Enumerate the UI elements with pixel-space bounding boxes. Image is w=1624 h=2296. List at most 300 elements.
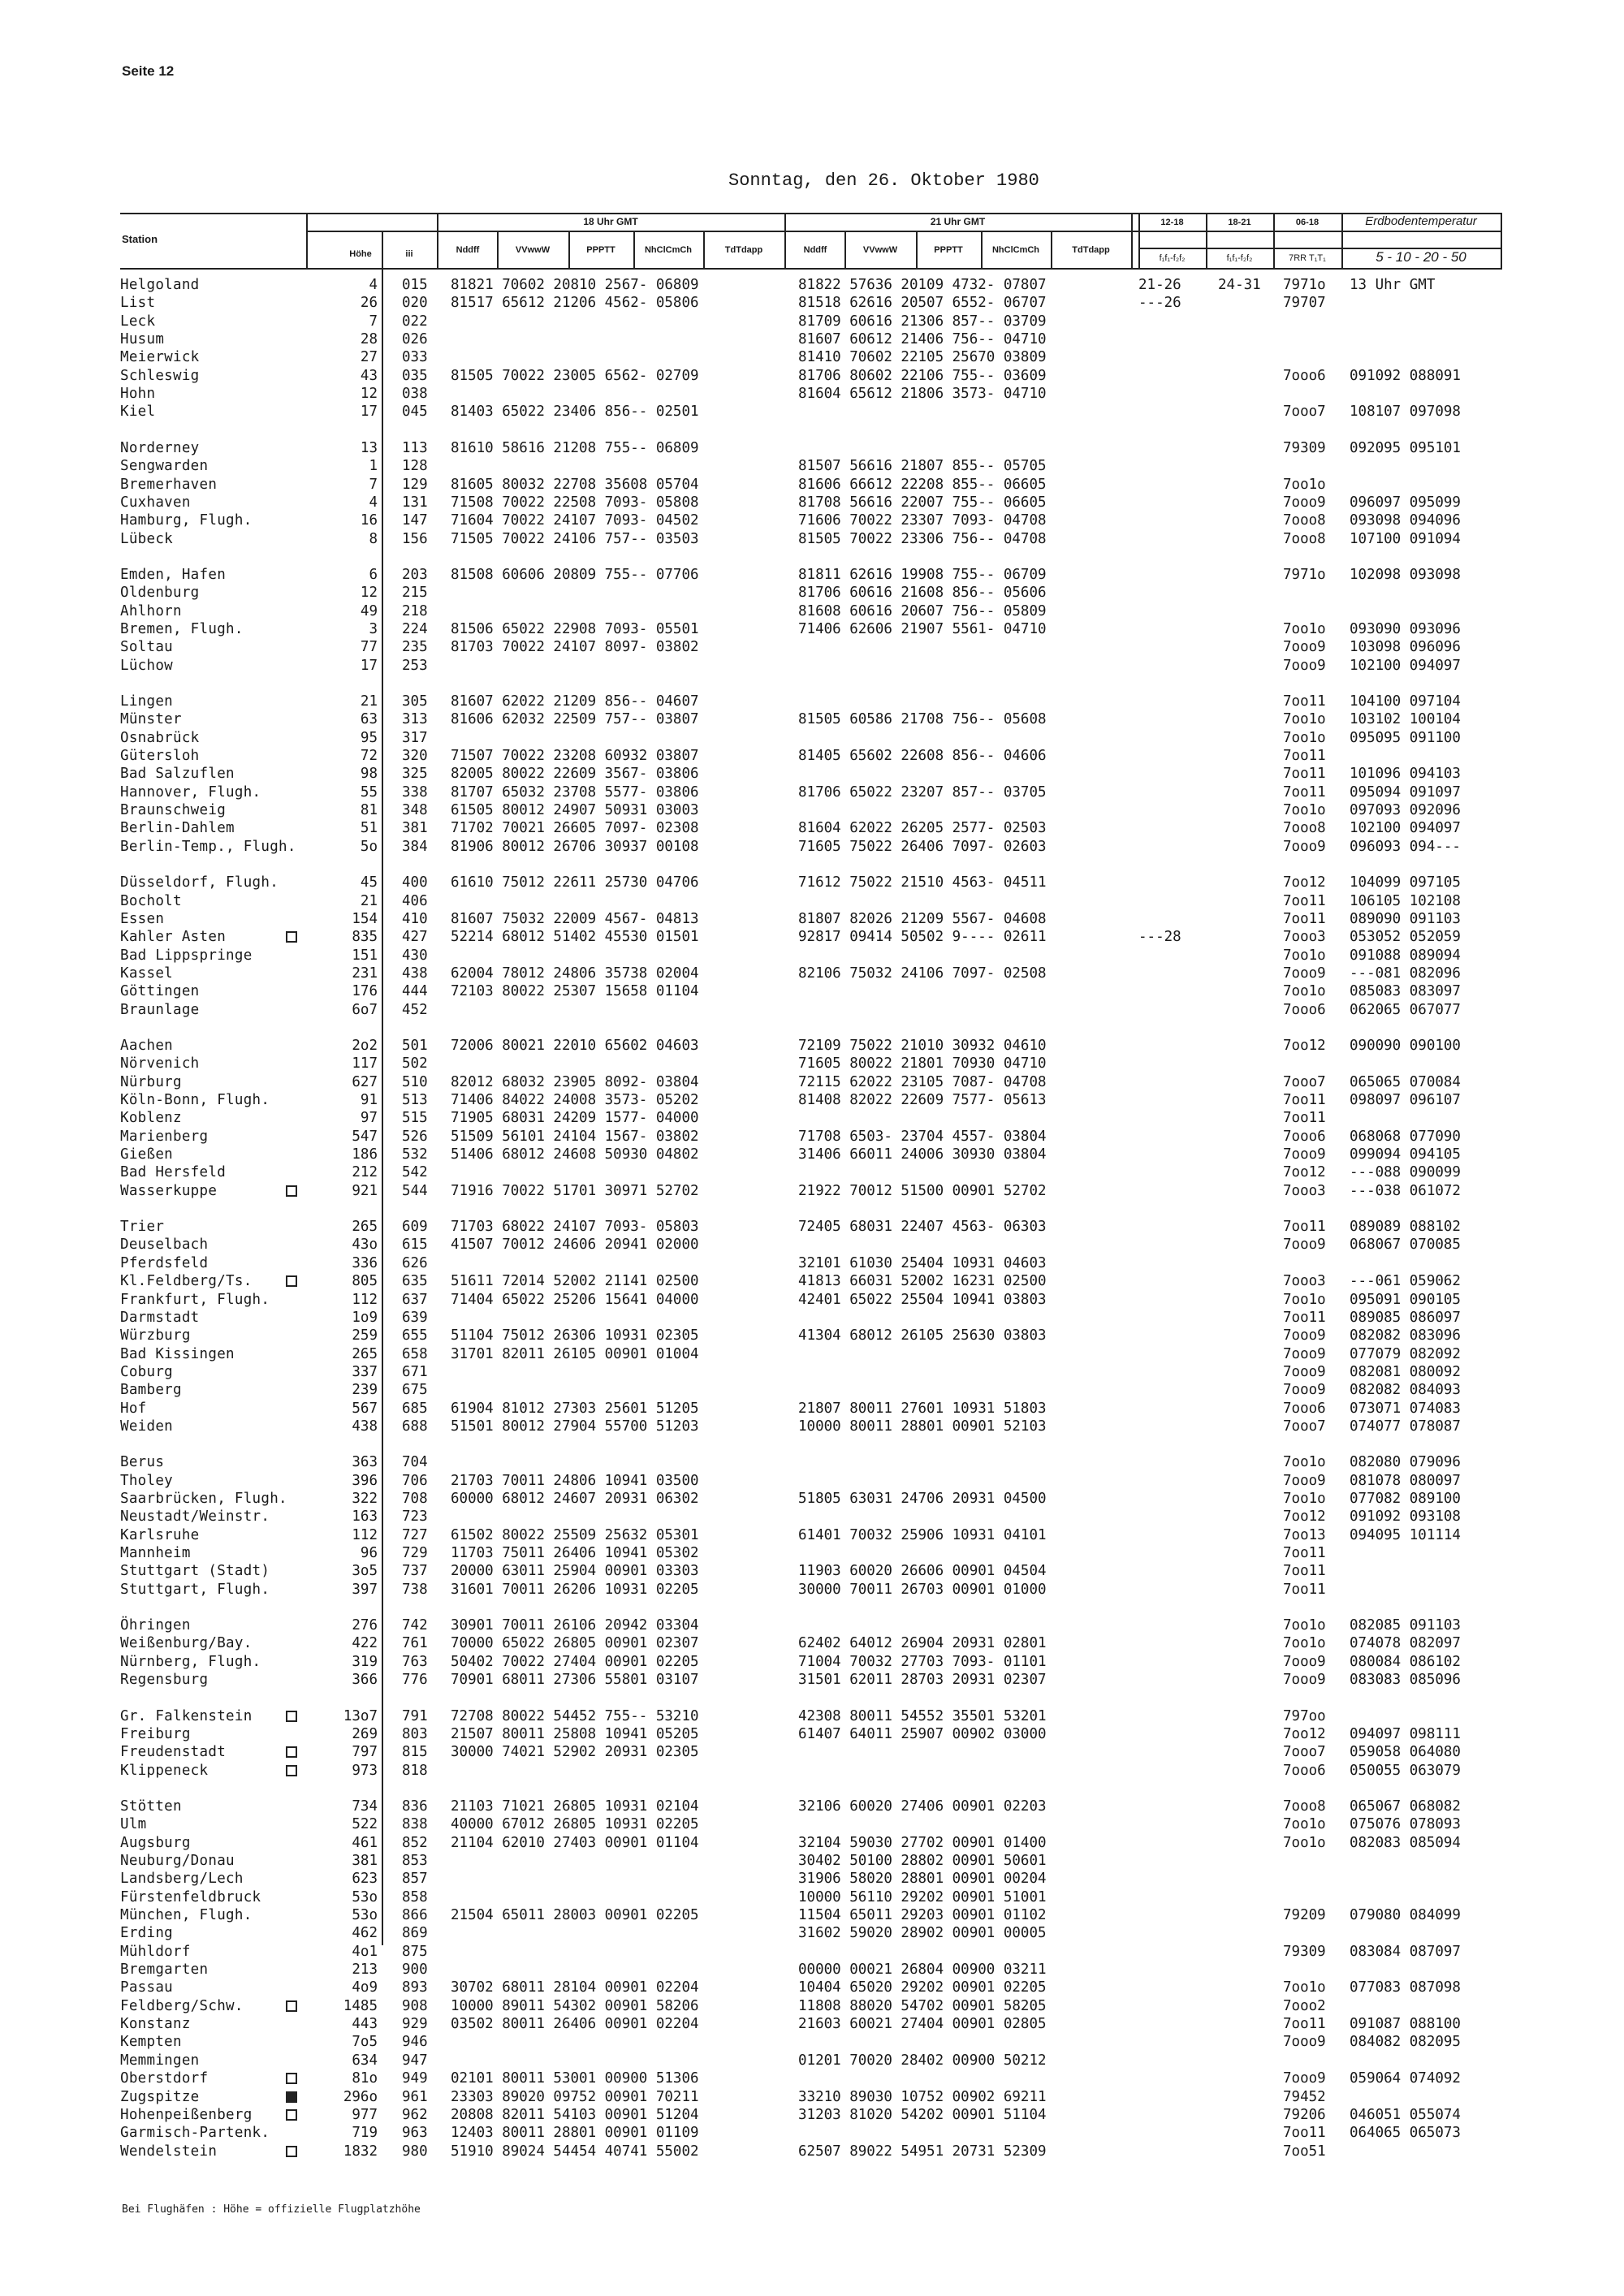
station-name: Gr. Falkenstein <box>120 1707 253 1724</box>
obs-21-utc: 71605 75022 26406 7097- 02603 <box>798 838 1047 855</box>
station-name: Landsberg/Lech <box>120 1871 244 1888</box>
station-height: 438 <box>352 1418 378 1435</box>
station-number: 427 <box>402 929 428 946</box>
col-06-18: 7ooo9 <box>1283 838 1326 855</box>
station-name: Bad Hersfeld <box>120 1164 227 1181</box>
station-height: 397 <box>352 1581 378 1598</box>
sub-7rr-header: 7RR T₁T₁ <box>1289 253 1326 263</box>
square-icon <box>286 2146 297 2157</box>
station-name: Garmisch-Partenk. <box>120 2125 270 2142</box>
soil-temperature: 074078 082097 <box>1350 1635 1461 1652</box>
obs-21-utc: 72115 62022 23105 7087- 04708 <box>798 1073 1047 1090</box>
station-name: Bad Lippspringe <box>120 947 253 964</box>
station-name: Passau <box>120 1979 174 1996</box>
station-number: 949 <box>402 2070 428 2087</box>
station-name: Fürstenfeldbruck <box>120 1888 261 1905</box>
table-row <box>0 657 1624 675</box>
soil-temperature: 091092 093108 <box>1350 1508 1461 1526</box>
col-06-18: 7971o <box>1283 277 1326 293</box>
station-height: 55 <box>360 783 378 801</box>
soil-temperature: 102100 094097 <box>1350 657 1461 674</box>
soil-temperature: 102100 094097 <box>1350 820 1461 837</box>
station-number: 704 <box>402 1454 428 1471</box>
square-icon <box>286 2073 297 2084</box>
station-height: 13 <box>360 439 378 456</box>
obs-21-utc: 81807 82026 21209 5567- 04608 <box>798 910 1047 927</box>
soil-temperature: 097093 092096 <box>1350 802 1461 819</box>
station-name: Bad Salzuflen <box>120 766 235 783</box>
obs-21-utc: 81410 70602 22105 25670 03809 <box>798 349 1047 366</box>
filled-square-icon <box>286 2091 297 2103</box>
table-row <box>0 1453 1624 1471</box>
obs-21-utc: 81822 57636 20109 4732- 07807 <box>798 277 1047 293</box>
station-height: 265 <box>352 1219 378 1236</box>
station-height: 6o7 <box>352 1001 378 1018</box>
station-height: 363 <box>352 1454 378 1471</box>
table-row <box>0 1472 1624 1490</box>
obs-18-utc: 81607 62022 21209 856-- 04607 <box>451 693 699 710</box>
soil-temperature: ---038 061072 <box>1350 1182 1461 1199</box>
station-number: 430 <box>402 947 428 964</box>
station-height: 522 <box>352 1816 378 1833</box>
sub-f1-header: f₁f₁-f₂f₂ <box>1159 253 1186 263</box>
obs-21-utc: 11903 60020 26606 00901 04504 <box>798 1563 1047 1580</box>
obs-18-utc: 81607 75032 22009 4567- 04813 <box>451 910 699 927</box>
tdtd-18-header: TdTdapp <box>724 245 763 255</box>
obs-21-utc: 21603 60021 27404 00901 02805 <box>798 2016 1047 2033</box>
table-row <box>0 330 1624 348</box>
soil-temperature: 102098 093098 <box>1350 566 1461 583</box>
station-number: 723 <box>402 1508 428 1526</box>
station-name: Öhringen <box>120 1617 191 1634</box>
table-row <box>0 1924 1624 1942</box>
col-06-18: 7ooo6 <box>1283 367 1326 384</box>
station-height: 4 <box>369 494 378 511</box>
col-06-18: 7ooo8 <box>1283 1798 1326 1815</box>
obs-21-utc: 81607 60612 21406 756-- 04710 <box>798 331 1047 348</box>
soil-temperature: ---081 082096 <box>1350 965 1461 982</box>
uhr21-header: 21 Uhr GMT <box>930 216 986 227</box>
soil-temperature: 094097 098111 <box>1350 1725 1461 1742</box>
table-row <box>0 457 1624 475</box>
obs-21-utc: 51805 63031 24706 20931 04500 <box>798 1491 1047 1507</box>
station-number: 688 <box>402 1418 428 1435</box>
station-name: Gütersloh <box>120 748 200 765</box>
obs-18-utc: 70000 65022 26805 00901 02307 <box>451 1635 699 1652</box>
table-row <box>0 1073 1624 1091</box>
col-06-18: 7oo11 <box>1283 1563 1326 1580</box>
table-row <box>0 584 1624 602</box>
soil-temperature: 064065 065073 <box>1350 2125 1461 2142</box>
obs-21-utc: 31501 62011 28703 20931 02307 <box>798 1672 1047 1689</box>
col-06-18: 7ooo9 <box>1283 1345 1326 1362</box>
table-row <box>0 819 1624 837</box>
soil-temperature: 092095 095101 <box>1350 439 1461 456</box>
table-row <box>0 2088 1624 2106</box>
station-number: 852 <box>402 1834 428 1851</box>
table-row <box>0 566 1624 584</box>
table-row <box>0 1363 1624 1381</box>
col-06-18: 7ooo3 <box>1283 1182 1326 1199</box>
soil-temperature: 077082 089100 <box>1350 1491 1461 1507</box>
obs-21-utc: 71605 80022 21801 70930 04710 <box>798 1055 1047 1072</box>
station-height: 91 <box>360 1092 378 1108</box>
station-number: 338 <box>402 783 428 801</box>
station-name: Nürburg <box>120 1073 182 1090</box>
station-name: Meierwick <box>120 349 200 366</box>
station-height: 269 <box>352 1725 378 1742</box>
station-height: 43 <box>360 367 378 384</box>
table-row <box>0 1562 1624 1580</box>
station-name: Augsburg <box>120 1834 191 1851</box>
station-number: 946 <box>402 2034 428 2051</box>
station-height: 319 <box>352 1653 378 1670</box>
square-icon <box>286 1711 297 1722</box>
station-number: 224 <box>402 620 428 637</box>
station-height: 797 <box>352 1744 378 1761</box>
obs-21-utc: 21807 80011 27601 10931 51803 <box>798 1400 1047 1417</box>
station-number: 129 <box>402 476 428 493</box>
station-number: 761 <box>402 1635 428 1652</box>
table-row <box>0 1163 1624 1181</box>
table-row <box>0 1906 1624 1924</box>
obs-18-utc: 71703 68022 24107 7093- 05803 <box>451 1219 699 1236</box>
obs-21-utc: 61401 70032 25906 10931 04101 <box>798 1526 1047 1543</box>
obs-18-utc: 81821 70602 20810 2567- 06809 <box>451 277 699 293</box>
col-06-18: 7oo12 <box>1283 1164 1326 1181</box>
col-06-18: 7oo11 <box>1283 1309 1326 1326</box>
obs-21-utc: 21922 70012 51500 00901 52702 <box>798 1182 1047 1199</box>
obs-18-utc: 82005 80022 22609 3567- 03806 <box>451 766 699 783</box>
station-number: 853 <box>402 1852 428 1869</box>
table-row <box>0 1961 1624 1979</box>
station-name: München, Flugh. <box>120 1907 253 1923</box>
station-name: Münster <box>120 711 182 728</box>
station-height: 13o7 <box>343 1707 378 1724</box>
col-06-18: 7ooo7 <box>1283 404 1326 421</box>
table-row <box>0 1581 1624 1599</box>
col-06-18: 7ooo9 <box>1283 494 1326 511</box>
soil-temperature: 059064 074092 <box>1350 2070 1461 2087</box>
table-row <box>0 1218 1624 1236</box>
nhcl-18-header: NhClCmCh <box>644 245 693 255</box>
soil-temperature: 082083 085094 <box>1350 1834 1461 1851</box>
station-height: 336 <box>352 1254 378 1271</box>
station-name: Regensburg <box>120 1672 209 1689</box>
col-06-18: 7ooo6 <box>1283 1128 1326 1145</box>
station-name: Kassel <box>120 965 174 982</box>
col-06-18: 7oo11 <box>1283 910 1326 927</box>
obs-18-utc: 51501 80012 27904 55700 51203 <box>451 1418 699 1435</box>
col-06-18: 7oo13 <box>1283 1526 1326 1543</box>
station-height: 973 <box>352 1762 378 1779</box>
table-row <box>0 511 1624 529</box>
station-name: Tholey <box>120 1472 174 1489</box>
table-row <box>0 1653 1624 1671</box>
obs-18-utc: 71404 65022 25206 15641 04000 <box>451 1291 699 1308</box>
c1218-header: 12-18 <box>1160 218 1184 227</box>
station-number: 317 <box>402 729 428 746</box>
station-height: 2o2 <box>352 1037 378 1054</box>
station-name: Berlin-Dahlem <box>120 820 235 837</box>
soil-temperature: 075076 078093 <box>1350 1816 1461 1833</box>
station-name: Ahlhorn <box>120 602 182 619</box>
soil-temperature: 091087 088100 <box>1350 2016 1461 2033</box>
obs-21-utc: 11808 88020 54702 00901 58205 <box>798 1997 1047 2014</box>
table-row <box>0 494 1624 511</box>
station-name: Wasserkuppe <box>120 1182 218 1199</box>
station-name: Bremgarten <box>120 1962 209 1979</box>
station-name: Husum <box>120 331 165 348</box>
station-height: 112 <box>352 1526 378 1543</box>
station-number: 526 <box>402 1128 428 1145</box>
obs-18-utc: 81707 65032 23708 5577- 03806 <box>451 783 699 801</box>
station-number: 510 <box>402 1073 428 1090</box>
obs-18-utc: 21703 70011 24806 10941 03500 <box>451 1472 699 1489</box>
station-height: 53o <box>352 1888 378 1905</box>
table-row <box>0 1743 1624 1761</box>
table-row <box>0 892 1624 910</box>
obs-21-utc: 81706 80602 22106 755-- 03609 <box>798 367 1047 384</box>
station-height: 98 <box>360 766 378 783</box>
station-number: 838 <box>402 1816 428 1833</box>
c0618-header: 06-18 <box>1295 218 1320 227</box>
table-row <box>0 1254 1624 1272</box>
table-row <box>0 1327 1624 1344</box>
table-row <box>0 1309 1624 1327</box>
table-row <box>0 1418 1624 1435</box>
col-06-18: 7ooo9 <box>1283 639 1326 656</box>
station-number: 015 <box>402 277 428 293</box>
table-row <box>0 620 1624 638</box>
station-name: Deuselbach <box>120 1236 209 1254</box>
station-number: 836 <box>402 1798 428 1815</box>
soil-temperature: 082080 079096 <box>1350 1454 1461 1471</box>
obs-21-utc: 81606 66612 22208 855-- 06605 <box>798 476 1047 493</box>
obs-21-utc: 81405 65602 22608 856-- 04606 <box>798 748 1047 765</box>
table-row <box>0 1236 1624 1254</box>
obs-18-utc: 21103 71021 26805 10931 02104 <box>451 1798 699 1815</box>
col-06-18: 7oo11 <box>1283 693 1326 710</box>
table-row <box>0 874 1624 891</box>
obs-21-utc: 31203 81020 54202 00901 51104 <box>798 2106 1047 2123</box>
col-06-18: 7oo11 <box>1283 1092 1326 1108</box>
station-number: 963 <box>402 2125 428 2142</box>
table-row <box>0 1490 1624 1508</box>
station-number: 737 <box>402 1563 428 1580</box>
obs-21-utc: 71612 75022 21510 4563- 04511 <box>798 874 1047 891</box>
station-height: 51 <box>360 820 378 837</box>
station-name: Stuttgart, Flugh. <box>120 1581 270 1598</box>
obs-18-utc: 81606 62032 22509 757-- 03807 <box>451 711 699 728</box>
station-number: 320 <box>402 748 428 765</box>
square-icon <box>286 1765 297 1776</box>
obs-18-utc: 11703 75011 26406 10941 05302 <box>451 1545 699 1562</box>
station-name: Zugspitze <box>120 2088 200 2105</box>
station-number: 156 <box>402 530 428 547</box>
footnote: Bei Flughäfen : Höhe = offizielle Flugplatzhöhe <box>122 2203 421 2216</box>
station-number: 615 <box>402 1236 428 1254</box>
obs-18-utc: 61904 81012 27303 25601 51205 <box>451 1400 699 1417</box>
nddff-21-header: Nddff <box>803 245 827 255</box>
obs-18-utc: 31701 82011 26105 00901 01004 <box>451 1345 699 1362</box>
station-number: 866 <box>402 1907 428 1923</box>
soil-temperature: 103098 096096 <box>1350 639 1461 656</box>
station-height: 16 <box>360 512 378 529</box>
station-number: 305 <box>402 693 428 710</box>
table-row <box>0 982 1624 1000</box>
station-number: 147 <box>402 512 428 529</box>
obs-18-utc: 41507 70012 24606 20941 02000 <box>451 1236 699 1254</box>
station-height: 26 <box>360 295 378 312</box>
station-name: Gießen <box>120 1146 174 1163</box>
obs-18-utc: 72708 80022 54452 755-- 53210 <box>451 1707 699 1724</box>
obs-21-utc: 81505 60586 21708 756-- 05608 <box>798 711 1047 728</box>
table-row <box>0 1834 1624 1852</box>
station-name: Aachen <box>120 1037 174 1054</box>
station-height: 627 <box>352 1073 378 1090</box>
obs-21-utc: 62507 89022 54951 20731 52309 <box>798 2143 1047 2160</box>
station-number: 858 <box>402 1888 428 1905</box>
col-06-18: 7oo1o <box>1283 620 1326 637</box>
soil-temperature: 082082 083096 <box>1350 1327 1461 1344</box>
soil-temperature: 074077 078087 <box>1350 1418 1461 1435</box>
station-height: 163 <box>352 1508 378 1526</box>
station-name: Konstanz <box>120 2016 191 2033</box>
col-06-18: 7oo11 <box>1283 2125 1326 2142</box>
station-name: Sengwarden <box>120 458 209 475</box>
obs-18-utc: 10000 89011 54302 00901 58206 <box>451 1997 699 2014</box>
soil-temperature: 059058 064080 <box>1350 1744 1461 1761</box>
obs-21-utc: 10000 80011 28801 00901 52103 <box>798 1418 1047 1435</box>
table-row <box>0 710 1624 728</box>
station-name: Hof <box>120 1400 147 1417</box>
station-name: Lüchow <box>120 657 174 674</box>
station-number: 980 <box>402 2143 428 2160</box>
table-row <box>0 765 1624 783</box>
station-number: 875 <box>402 1943 428 1960</box>
col-06-18: 7ooo9 <box>1283 1363 1326 1380</box>
station-number: 544 <box>402 1182 428 1199</box>
soil-temperature: 082081 080092 <box>1350 1363 1461 1380</box>
station-header: Station <box>122 233 158 245</box>
station-height: 7 <box>369 313 378 330</box>
station-name: Kahler Asten <box>120 929 227 946</box>
station-height: 6 <box>369 566 378 583</box>
obs-21-utc: 71406 62606 21907 5561- 04710 <box>798 620 1047 637</box>
col-06-18: 7oo1o <box>1283 1834 1326 1851</box>
soil-temperature: 103102 100104 <box>1350 711 1461 728</box>
station-number: 113 <box>402 439 428 456</box>
obs-21-utc: 41813 66031 52002 16231 02500 <box>798 1273 1047 1290</box>
obs-21-utc: 81505 70022 23306 756-- 04708 <box>798 530 1047 547</box>
station-height: 151 <box>352 947 378 964</box>
station-height: 186 <box>352 1146 378 1163</box>
square-icon <box>286 2109 297 2121</box>
soil-temperature: 104100 097104 <box>1350 693 1461 710</box>
station-number: 929 <box>402 2016 428 2033</box>
station-height: 4o1 <box>352 1943 378 1960</box>
station-height: 49 <box>360 602 378 619</box>
obs-18-utc: 51406 68012 24608 50930 04802 <box>451 1146 699 1163</box>
obs-21-utc: 81811 62616 19908 755-- 06709 <box>798 566 1047 583</box>
station-height: 835 <box>352 929 378 946</box>
table-row <box>0 1091 1624 1109</box>
obs-21-utc: 32106 60020 27406 00901 02203 <box>798 1798 1047 1815</box>
station-name: Cuxhaven <box>120 494 191 511</box>
table-row <box>0 1888 1624 1906</box>
table-row <box>0 1128 1624 1146</box>
table-row <box>0 1943 1624 1961</box>
obs-18-utc: 71505 70022 24106 757-- 03503 <box>451 530 699 547</box>
col-06-18: 7oo1o <box>1283 947 1326 964</box>
station-height: 53o <box>352 1907 378 1923</box>
table-row <box>0 530 1624 548</box>
station-height: 422 <box>352 1635 378 1652</box>
table-row <box>0 801 1624 819</box>
table-row <box>0 2015 1624 2033</box>
station-height: 81 <box>360 802 378 819</box>
station-name: List <box>120 295 156 312</box>
station-name: Oldenburg <box>120 585 200 602</box>
station-number: 235 <box>402 639 428 656</box>
table-row <box>0 1725 1624 1743</box>
obs-21-utc: 92817 09414 50502 9---- 02611 <box>798 929 1047 946</box>
table-row <box>0 1037 1624 1055</box>
col-06-18: 7oo12 <box>1283 874 1326 891</box>
obs-21-utc: 81604 65612 21806 3573- 04710 <box>798 386 1047 403</box>
station-name: Oberstdorf <box>120 2070 209 2087</box>
station-name: Memmingen <box>120 2052 200 2069</box>
station-name: Essen <box>120 910 165 927</box>
obs-18-utc: 71916 70022 51701 30971 52702 <box>451 1182 699 1199</box>
station-height: 259 <box>352 1327 378 1344</box>
station-height: 231 <box>352 965 378 982</box>
station-number: 128 <box>402 458 428 475</box>
col-12-18: ---26 <box>1138 295 1181 312</box>
station-name: Hohenpeißenberg <box>120 2106 253 2123</box>
table-row <box>0 403 1624 421</box>
col-06-18: 79309 <box>1283 439 1326 456</box>
station-height: 1o9 <box>352 1309 378 1326</box>
station-number: 035 <box>402 367 428 384</box>
col-06-18: 7oo1o <box>1283 1491 1326 1507</box>
station-name: Schleswig <box>120 367 200 384</box>
table-row <box>0 947 1624 965</box>
table-row <box>0 1055 1624 1072</box>
col-06-18: 7oo11 <box>1283 1581 1326 1598</box>
station-number: 038 <box>402 386 428 403</box>
col-06-18: 7oo11 <box>1283 748 1326 765</box>
col-06-18: 7ooo9 <box>1283 657 1326 674</box>
soil-temperature: 104099 097105 <box>1350 874 1461 891</box>
station-number: 384 <box>402 838 428 855</box>
station-height: 239 <box>352 1382 378 1399</box>
obs-21-utc: 81507 56616 21807 855-- 05705 <box>798 458 1047 475</box>
col-06-18: 7ooo3 <box>1283 1273 1326 1290</box>
obs-21-utc: 42308 80011 54552 35501 53201 <box>798 1707 1047 1724</box>
station-name: Bocholt <box>120 892 182 909</box>
col-06-18: 79452 <box>1283 2088 1326 2105</box>
col-06-18: 797oo <box>1283 1707 1326 1724</box>
soil-temperature: 108107 097098 <box>1350 404 1461 421</box>
obs-21-utc: 71708 6503- 23704 4557- 03804 <box>798 1128 1047 1145</box>
station-height: 734 <box>352 1798 378 1815</box>
station-number: 026 <box>402 331 428 348</box>
soil-temperature: 099094 094105 <box>1350 1146 1461 1163</box>
soil-temperature: 053052 052059 <box>1350 929 1461 946</box>
tdtd-21-header: TdTdapp <box>1072 245 1110 255</box>
